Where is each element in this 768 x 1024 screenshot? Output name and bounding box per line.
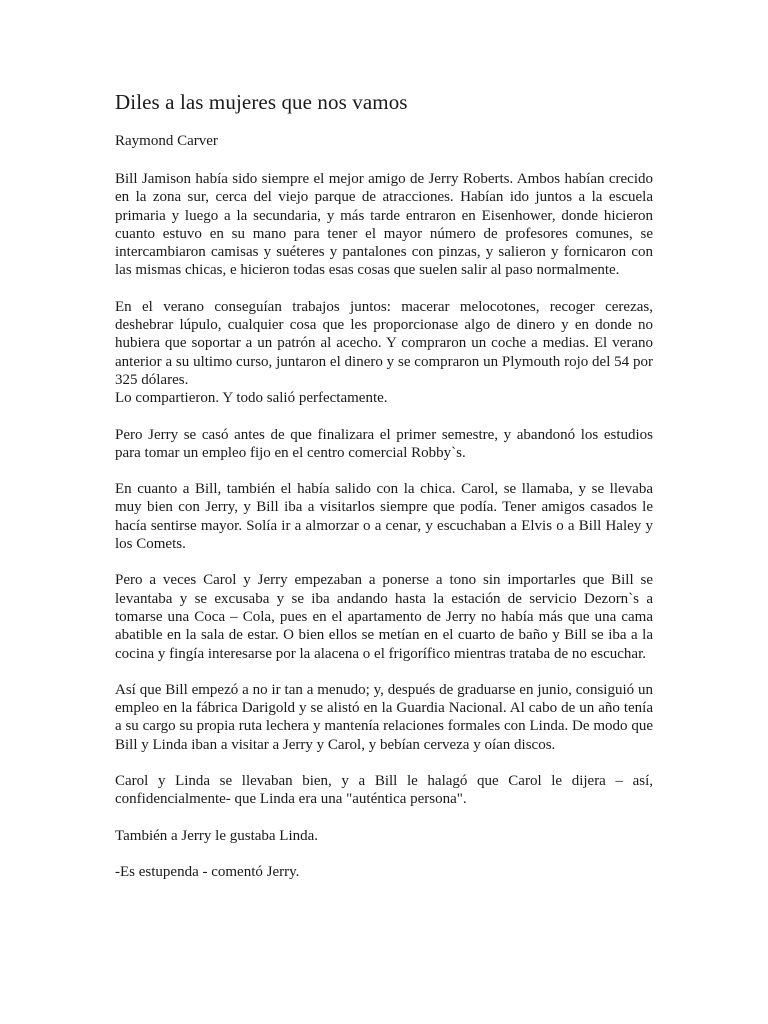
paragraph-9	[115, 863, 653, 881]
paragraph-text: Carol y Linda se llevaban bien, y a Bill le halagó que Carol le dijera – así, confidencialmente- que Linda era una "auténtica persona".	[115, 773, 653, 808]
paragraph-text-continuation: Lo compartieron. Y todo salió perfectamente.	[115, 390, 388, 407]
paragraph-1	[115, 170, 653, 280]
paragraph-text: Pero a veces Carol y Jerry empezaban a ponerse a tono sin importarles que Bill se levantaba y se excusaba y se iba andando hasta la estación de servicio Dezorn`s a tomarse una Coca – Cola, pues en el apartamento de Jerry no había más que una cama abatible en la sala de estar. O bien ellos se metían en el cuarto de baño y Bill se iba a la cocina y fingía interesarse por la alacena o el frigorífico mientras trataba de no escuchar.	[115, 572, 653, 662]
document-author: Raymond Carver	[115, 133, 218, 149]
paragraph-4	[115, 480, 653, 553]
paragraph-5	[115, 571, 653, 662]
paragraph-8	[115, 827, 653, 845]
paragraph-text: En el verano conseguían trabajos juntos: macerar melocotones, recoger cerezas, deshebrar lúpulo, cualquier cosa que les proporcionase algo de dinero y en donde no hubiera que soportar a un patrón al acecho. Y compraron un coche a medias. El verano anterior a su ultimo curso, juntaron el dinero y se compraron un Plymouth rojo del 54 por 325 dólares.	[115, 298, 653, 388]
paragraph-text: Pero Jerry se casó antes de que finalizara el primer semestre, y abandonó los estudios para tomar un empleo fijo en el centro comercial Robby`s.	[115, 426, 653, 461]
paragraph-7	[115, 772, 653, 809]
paragraph-3	[115, 426, 653, 463]
paragraph-6	[115, 681, 653, 754]
dialogue-line: -Es estupenda - comentó Jerry.	[115, 863, 300, 880]
document-page	[115, 88, 653, 899]
paragraph-text: Bill Jamison había sido siempre el mejor amigo de Jerry Roberts. Ambos habían crecido en la zona sur, cerca del viejo parque de atracciones. Habían ido juntos a la escuela primaria y luego a la secundaria, y más tarde entraron en Eisenhower, donde hicieron cuanto estuvo en su mano para tener el mayor número de profesores comunes, se intercambiaron camisas y suéteres y pantalones con pinzas, y salieron y fornicaron con las mismas chicas, e hicieron todas esas cosas que suelen salir al paso normalmente.	[115, 171, 653, 279]
paragraph-text: En cuanto a Bill, también el había salido con la chica. Carol, se llamaba, y se llevaba muy bien con Jerry, y Bill iba a visitarlos siempre que podía. Tener amigos casados le hacía sentirse mayor. Solía ir a almorzar o a cenar, y escuchaban a Elvis o a Bill Haley y los Comets.	[115, 481, 653, 553]
paragraph-2	[115, 298, 653, 408]
paragraph-text: Así que Bill empezó a no ir tan a menudo; y, después de graduarse en junio, consiguió un empleo en la fábrica Darigold y se alistó en la Guardia Nacional. Al cabo de un año tenía a su cargo su propia ruta lechera y mantenía relaciones formales con Linda. De modo que Bill y Linda iban a visitar a Jerry y Carol, y bebían cerveza y oían discos.	[115, 681, 653, 753]
document-title: Diles a las mujeres que nos vamos	[115, 90, 408, 114]
paragraph-text: También a Jerry le gustaba Linda.	[115, 827, 319, 844]
